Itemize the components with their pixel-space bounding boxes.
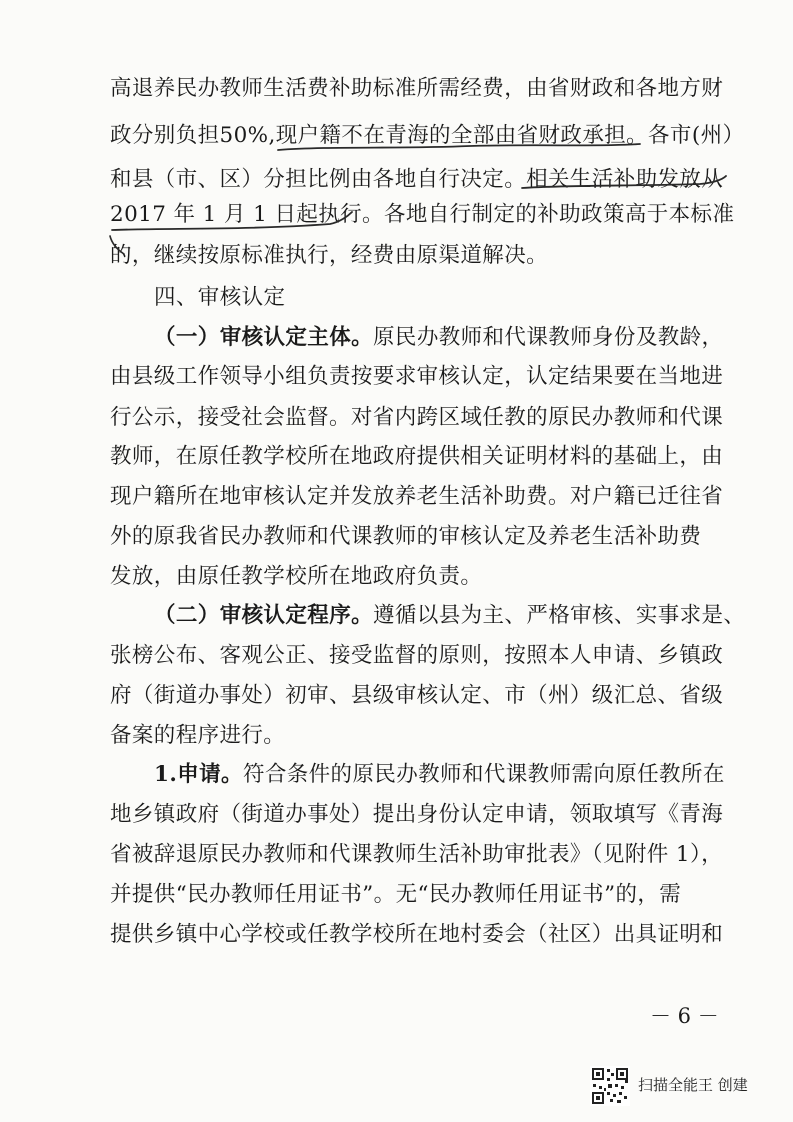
text-line-13: 发放，由原任教学校所在地政府负责。 <box>110 564 483 589</box>
subsection-1-line: （一）审核认定主体。原民办教师和代课教师身份及教龄， <box>154 325 724 350</box>
scanner-watermark <box>590 1066 780 1106</box>
text-line-17: 备案的程序进行。 <box>110 723 286 748</box>
text-line-22: 提供乡镇中心学校或任教学校所在地村委会（社区）出具证明和 <box>110 922 724 947</box>
text-line-2: 政分别负担50%,现户籍不在青海的全部由省财政承担。各市(州） <box>110 123 745 148</box>
section-heading: 四、审核认定 <box>154 285 286 310</box>
text-line-9: 行公示，接受社会监督。对省内跨区域任教的原民办教师和代课 <box>110 405 724 430</box>
text-line-11: 现户籍所在地审核认定并发放养老生活补助费。对户籍已迁往省 <box>110 484 724 509</box>
text-line-5: 的，继续按原标准执行，经费由原渠道解决。 <box>110 243 549 268</box>
item-1-line: 1.申请。符合条件的原民办教师和代课教师需向原任教所在 <box>154 762 725 787</box>
qr-code-icon <box>590 1066 630 1106</box>
text-line-20: 省被辞退原民办教师和代课教师生活补助审批表》（见附件 1）， <box>110 842 724 867</box>
text-line-16: 府（街道办事处）初审、县级审核认定、市（州）级汇总、省级 <box>110 683 724 708</box>
text-line-8: 由县级工作领导小组负责按要求审核认定，认定结果要在当地进 <box>110 364 724 389</box>
text-line-3: 和县（市、区）分担比例由各地自行决定。相关生活补助发放从 <box>110 167 724 192</box>
text-line-10: 教师，在原任教学校所在地政府提供相关证明材料的基础上，由 <box>110 444 724 469</box>
text-line-4: 2017 年 1 月 1 日起执行。各地自行制定的补助政策高于本标准 <box>110 202 735 227</box>
text-line-19: 地乡镇政府（街道办事处）提出身份认定申请，领取填写《青海 <box>110 802 724 827</box>
text-line-1: 高退养民办教师生活费补助标准所需经费，由省财政和各地方财 <box>110 76 724 101</box>
subsection-2-line: （二）审核认定程序。遵循以县为主、严格审核、实事求是、 <box>154 603 746 628</box>
watermark-text: 扫描全能王 创建 <box>638 1076 748 1094</box>
text-line-21: 并提供“民办教师任用证书”。无“民办教师任用证书”的，需 <box>110 882 682 907</box>
text-line-15: 张榜公布、客观公正、接受监督的原则，按照本人申请、乡镇政 <box>110 643 724 668</box>
page-number: － 6 － <box>650 1004 719 1028</box>
text-line-12: 外的原我省民办教师和代课教师的审核认定及养老生活补助费 <box>110 524 702 549</box>
